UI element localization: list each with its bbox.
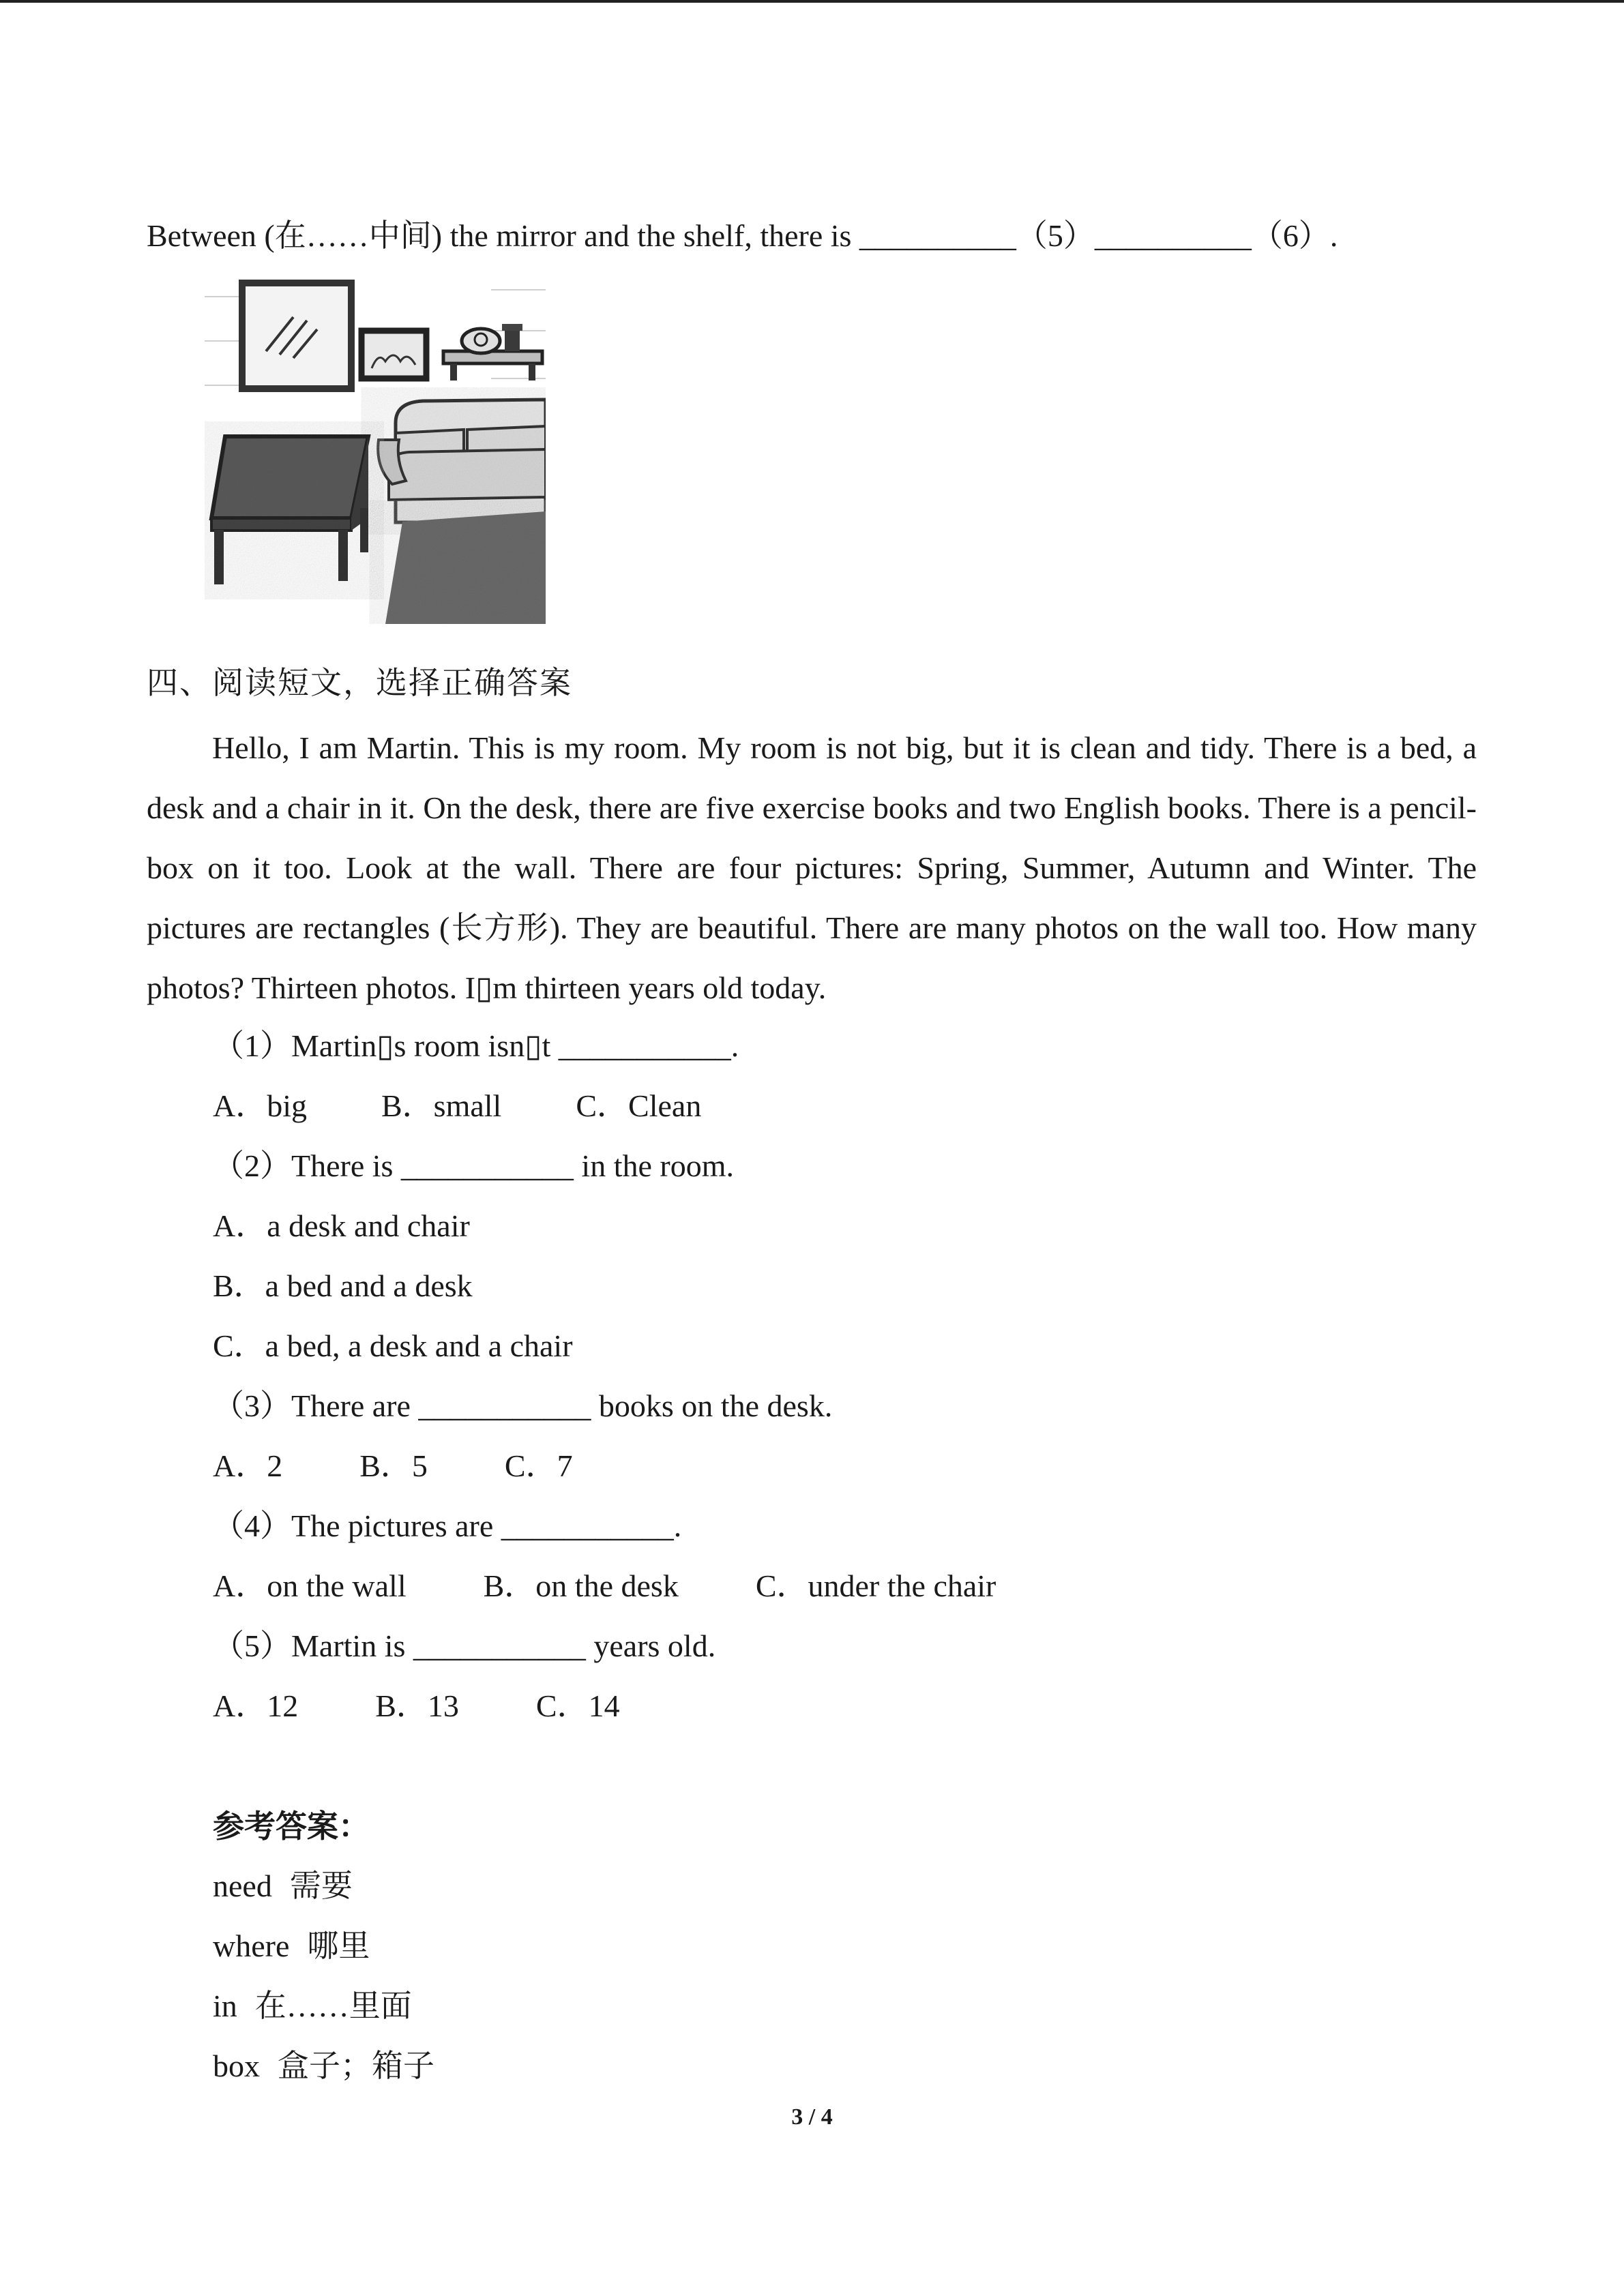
vocab-cn: 盒子；箱子 (278, 2048, 434, 2083)
option: B．on the desk (483, 1568, 679, 1603)
question-2-option-c: C．a bed, a desk and a chair (213, 1328, 573, 1363)
option: C．under the chair (755, 1568, 996, 1603)
option: A．12 (213, 1688, 299, 1723)
question-2-stem: （2）There is ___________ in the room. (213, 1148, 735, 1183)
vocab-cn: 在……里面 (254, 1988, 412, 2023)
option: B．13 (375, 1688, 459, 1723)
question-2-option-b: B．a bed and a desk (213, 1268, 473, 1303)
option: C．14 (535, 1688, 620, 1723)
option: A．big (213, 1088, 307, 1123)
question-3-options (213, 1447, 573, 1485)
reading-passage: Hello, I am Martin. This is my room. My room is not big, but it is clean and tidy. There is a bed, a desk and a chair in it. On the desk, there are five exercise books and two English books. There is a pencil-box on it too. Look at the wall. There are four pictures: Spring, Summer, Autumn and Winter. The pictures are rectangles (长方形). They are beautiful. There are many photos on the wall too. How many photos? Thirteen photos. I▯m thirteen years old today. (147, 730, 1477, 1005)
answer-key-heading: 参考答案： (213, 1808, 370, 1845)
option: C．Clean (576, 1088, 702, 1123)
vocab-en: in (213, 1988, 237, 2023)
page-number: 3 / 4 (791, 2104, 833, 2130)
option: A．on the wall (213, 1568, 407, 1603)
fill-in-sentence: Between (在……中间) the mirror and the shelf, there is __________（5）__________（6）. (147, 218, 1338, 253)
vocab-row (213, 1927, 370, 1965)
vocab-row (213, 2047, 434, 2085)
option: B．small (381, 1088, 502, 1123)
question-2-option-a: A．a desk and chair (213, 1208, 470, 1243)
mirror-drawing (242, 283, 351, 389)
vocab-cn: 需要 (289, 1868, 353, 1903)
option: A．2 (213, 1448, 283, 1483)
section-heading: 四、阅读短文，选择正确答案 (147, 664, 572, 701)
shelf-drawing (443, 324, 542, 381)
vocab-row (213, 1867, 353, 1905)
vocab-en: need (213, 1868, 272, 1903)
sofa-drawing (378, 400, 546, 522)
table-drawing (211, 436, 368, 584)
vocab-en: where (213, 1928, 290, 1963)
question-1-stem: （1）Martin▯s room isn▯t ___________. (213, 1028, 739, 1063)
question-1-options (213, 1087, 701, 1125)
page-top-border (0, 0, 1624, 3)
question-5-stem: （5）Martin is ___________ years old. (213, 1628, 716, 1663)
vocab-cn: 哪里 (307, 1928, 370, 1963)
option: C．7 (504, 1448, 573, 1483)
question-3-stem: （3）There are ___________ books on the desk. (213, 1388, 833, 1423)
room-illustration (205, 276, 546, 624)
option: B．5 (359, 1448, 428, 1483)
vocab-en: box (213, 2048, 260, 2083)
vocab-row (213, 1987, 412, 2025)
question-5-options (213, 1687, 620, 1725)
question-4-options (213, 1567, 996, 1605)
question-4-stem: （4）The pictures are ___________. (213, 1508, 682, 1543)
rug-drawing (385, 511, 546, 624)
picture-frame-drawing (361, 331, 426, 378)
